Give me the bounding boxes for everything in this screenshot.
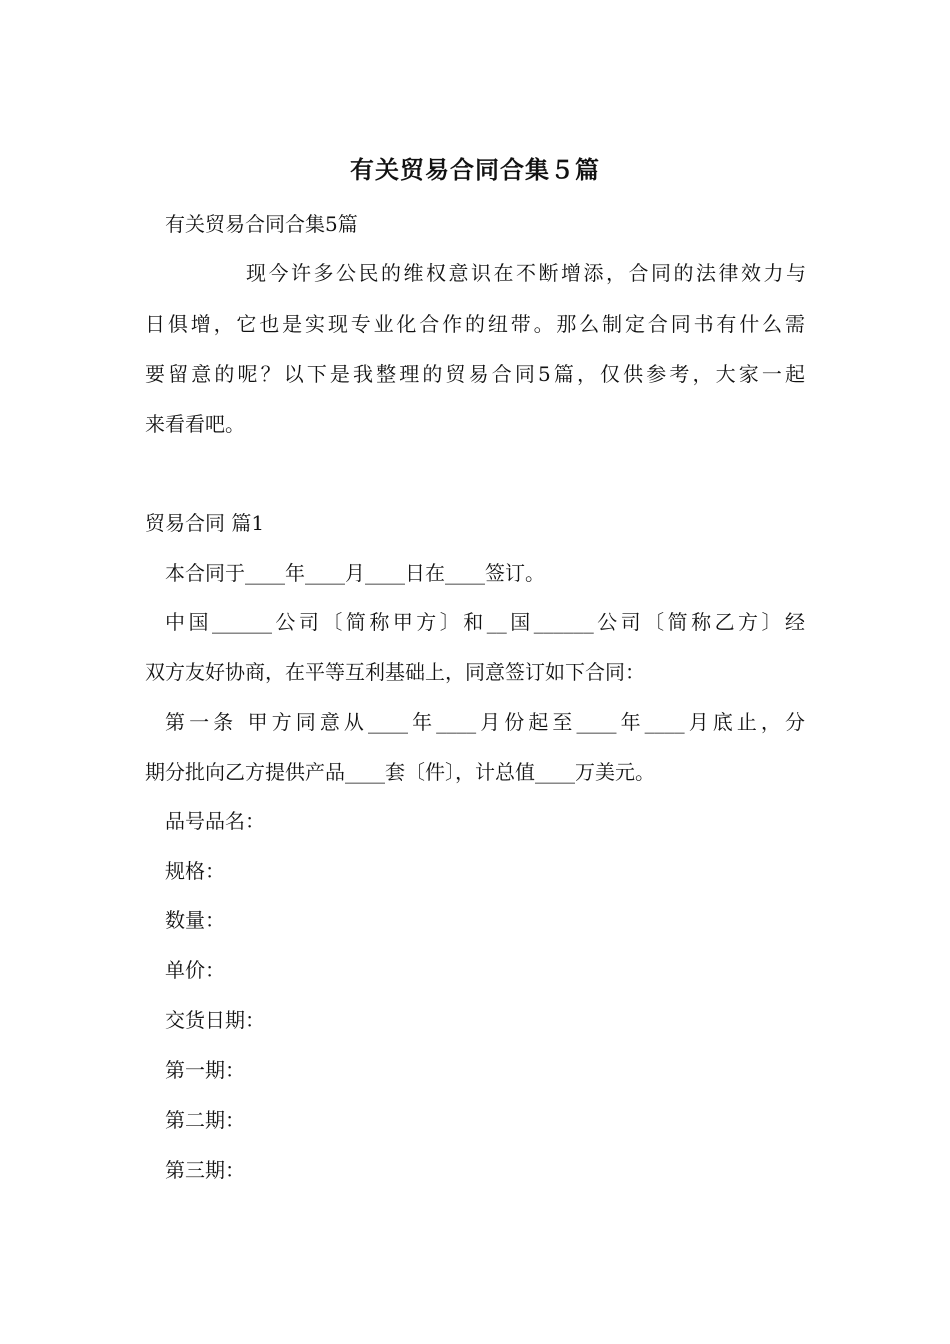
intro-line-4: 来看看吧。 <box>145 412 245 436</box>
field-delivery-date: 交货日期： <box>165 1008 265 1032</box>
field-phase-3: 第三期： <box>165 1158 245 1182</box>
contract-line-4: 第一条 甲方同意从____年____月份起至____年____月底止，分 <box>165 710 805 734</box>
contract-line-3: 双方友好协商，在平等互利基础上，同意签订如下合同： <box>145 660 645 684</box>
intro-line-1: 现今许多公民的维权意识在不断增添，合同的法律效力与 <box>246 261 806 285</box>
section-heading: 贸易合同 篇1 <box>145 511 265 535</box>
field-specification: 规格： <box>165 859 225 883</box>
intro-line-2: 日俱增，它也是实现专业化合作的纽带。那么制定合同书有什么需 <box>145 312 805 336</box>
field-phase-1: 第一期： <box>165 1058 245 1082</box>
contract-line-1: 本合同于____年____月____日在____签订。 <box>165 561 545 585</box>
document-title: 有关贸易合同合集５篇 <box>350 156 600 184</box>
field-phase-2: 第二期： <box>165 1108 245 1132</box>
field-unit-price: 单价： <box>165 958 225 982</box>
field-product-name: 品号品名： <box>165 809 265 833</box>
field-quantity: 数量： <box>165 908 225 932</box>
contract-line-2: 中国______公司〔简称甲方〕和__国______公司〔简称乙方〕经 <box>165 610 805 634</box>
contract-line-5: 期分批向乙方提供产品____套〔件〕，计总值____万美元。 <box>145 760 655 784</box>
intro-line-3: 要留意的呢？以下是我整理的贸易合同5篇，仅供参考，大家一起 <box>145 362 805 386</box>
document-subtitle: 有关贸易合同合集5篇 <box>165 212 358 236</box>
